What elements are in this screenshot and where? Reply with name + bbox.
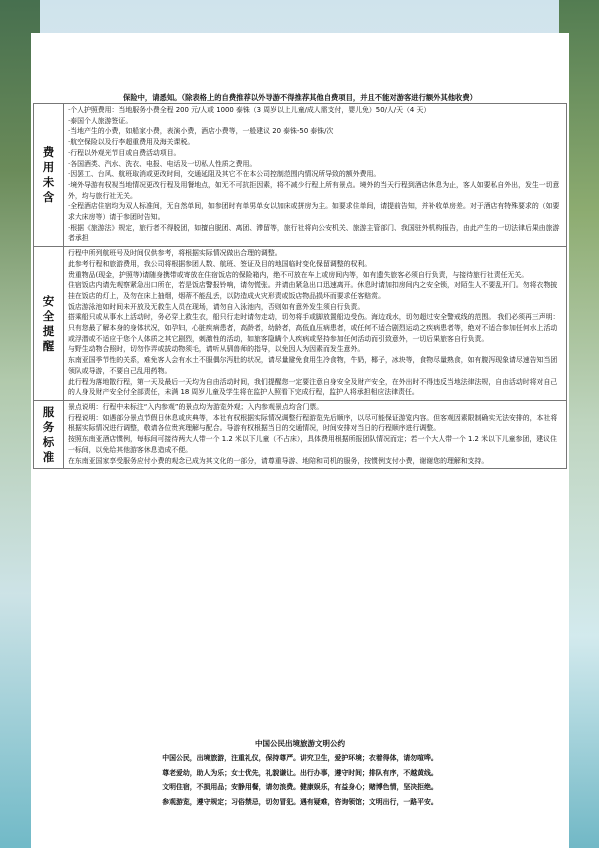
pact-line: 文明住宿，不损用品；安静用餐，请勿浪费。健康娱乐，有益身心；赌博色情，坚决拒绝。 — [162, 783, 438, 792]
list-item: 此参考行程和旅游费用，我公司将根据参团人数、航班、签证及目的地国临时变化保留调整的权利。 — [68, 259, 372, 268]
section-fees-excluded — [34, 104, 567, 247]
section-content-service-standard — [64, 400, 567, 468]
list-item: 住宿饭店内请先观察紧急出口所在，若是饭店警报铃响，请勿慌张。并请由紧急出口迅速离开。休息时请加扣房间内之安全锁，对陌生人不要乱开门。勿将衣物披挂在饭店的灯上，及勿在床上抽烟，烟蒂不能乱丢，以防造成火灾形责或饭店物品损坏而要求任客赔赏。 — [68, 281, 558, 300]
list-item: ·个人护照费用：当地服务小费全程 200 元/人或 1000 泰铢（3 周岁以上儿童/成人需支付，婴儿免）50/人/天（4 天） — [68, 106, 431, 114]
list-item: ·境外导游有权视当地情况更改行程及用餐地点，如无不可抗拒因素，将不减少行程上所有景点。境外的当天行程到酒店休息为止，客人如要私自外出，发生一切意外，均与旅行社无关。 — [68, 180, 560, 200]
section-title-service-standard: 服 务 标 准 — [34, 400, 64, 468]
insurance-notice: 保险中，请悉知。（除表格上的自费推荐以外导游不得推荐其他自费项目，并且不能对游客进行额外其他收费） — [123, 93, 477, 102]
list-item: ·因罢工、台风、航班取消或更改时间，交通延阻及其它不在本公司控制范围内情况所导致的额外费用。 — [68, 170, 381, 179]
list-item: ·各国酒类、汽水、洗衣、电报、电话及一切私人性质之费用。 — [68, 159, 257, 168]
section-service-standard — [34, 400, 567, 468]
list-item: 饭店游泳池如时间未开放及无救生人员在现场，请勿自入泳池内，否则如有意外发生须自行负责。 — [68, 302, 365, 311]
list-item: 按照东南亚酒店惯例，每标间可接待两大人带一个 1.2 米以下儿童（不占床），具体费用根据所报团队情况而定；若一个大人带一个 1.2 米以下儿童参团，建议住一标间，以免给其他游客休息造成不便。 — [68, 435, 557, 454]
pact-line: 参观游览，遵守规定；习俗禁忌，切勿冒犯。遇有疑难，咨询领馆；文明出行，一路平安。 — [162, 797, 438, 806]
section-title-fees-excluded: 费 用 未 含 — [34, 104, 64, 247]
list-item: 与野生动物合照时，切勿作弄或拔动物须毛，请听从驯兽师的指导，以免因人为因素而发生意外。 — [68, 345, 365, 354]
list-item: ·全程酒店住宿均为双人标准间，无自然单间，如参团时有单男单女以加床或拼房为主。如要求住单间，请提前告知，并补收单房差。对于酒店有特殊要求的（如要求大床房等）请于参团时告知。 — [68, 202, 560, 222]
list-item: 在东南亚国家享受服务应付小费的观念已成为其文化的一部分，请尊重导游、地陪和司机的服务，按惯例支付小费，谢谢您的理解和支持。 — [68, 456, 489, 465]
itinerary-terms-table — [33, 103, 567, 469]
pact-title: 中国公民出境旅游文明公约 — [255, 739, 345, 748]
list-item: ·航空保险以及行李超重费用及海关课税。 — [68, 138, 195, 147]
civilized-travel-pact — [33, 737, 567, 809]
list-item: 行程中所列航班号及时间仅供参考，将根据实际情况做出合理的调整。 — [68, 249, 282, 258]
list-item: 东南亚国季节性的关系，难免客人会有水土不服偶尔泻肚的状况，请尽量避免食用生冷食物，牛奶，椰子，冰块等，食物尽量熟食，如有腹泻现象请尽速告知当团领队或导游，不要自己乱用药物。 — [68, 356, 558, 375]
section-content-fees-excluded — [64, 104, 567, 247]
list-item: ·当地产生的小费，如船家小费，表演小费，酒店小费等，一般建议 20 泰铢-50 泰铢/次 — [68, 127, 334, 136]
pact-line: 中国公民，出境旅游，注重礼仪，保持尊严。讲究卫生，爱护环境；衣着得体，请勿喧哗。 — [162, 754, 438, 762]
section-safety-reminder — [34, 247, 567, 401]
section-title-safety-reminder: 安 全 提 醒 — [34, 247, 64, 401]
list-item: 景点说明：行程中未标注“入内参观”的景点均为游览外观；入内参观景点均含门票。 — [68, 402, 324, 411]
section-content-safety-reminder — [64, 247, 567, 401]
list-item: ·根据《旅游法》规定，旅行者不得脱团，如擅自脱团、离团、滞留等，旅行社将向公安机关、旅游主管部门、我国驻外机构报告，由此产生的一切法律后果由旅游者承担 — [68, 223, 560, 243]
list-item: 此行程为落地散行程，第一天及最后一天均为自由活动时间，我们提醒您一定要注意自身安全及财产安全，在外出时不得违反当地法律法规，自由活动时将对自己的人身及财产安全付全部责任，未满 18 周岁儿童及学生将在监护人照看下完成行程，监护人将承担相应法律责任。 — [68, 377, 558, 397]
list-item: 搭乘船只或从事水上活动时，务必穿上救生衣，船只行走时请勿走动，切勿将手或脚放置船边受伤。海边戏水，切勿超过安全警戒线的范围。 我们必须再三声明：只有您最了解本身的身体状况，如孕妇，心脏疾病患者，高龄者，幼龄者，高低血压病患者，或任何不适合剧烈运动之疾病患者等，绝对不适合参加任何水上活动或浮潜或不适应于您个人体质之其它剧烈，刺激性的活动，如旅客隐瞒个人疾病或坚持参加任何活动而引致意外，一切后果旅客自行负责。 — [68, 313, 560, 343]
list-item: 贵重物品(现金，护照等)请随身携带或寄放在住宿饭店的保险箱内，绝不可放在车上或房间内等，如有遗失旅客必须自行负责，与接待旅行社责任无关。 — [68, 270, 529, 279]
list-item: 行程说明：如遇部分景点节假日休息或庆典等，本社有权根据实际情况调整行程游览先后顺序，以尽可能保证游览内容。但客观因素限制确实无法安排的，本社将根据实际情况进行调整，敬请各位贵宾理解与配合。导游有权根据当日的交通情况，时间安排对当日的行程顺序进行调整。 — [68, 413, 558, 433]
list-item: ·行程以外观光节目或自费活动项目。 — [68, 148, 181, 157]
list-item: ·泰国个人旅游签证。 — [68, 116, 133, 125]
pact-line: 尊老爱幼，助人为乐；女士优先，礼貌谦让。出行办事，遵守时间；排队有序，不越黄线。 — [162, 768, 438, 777]
